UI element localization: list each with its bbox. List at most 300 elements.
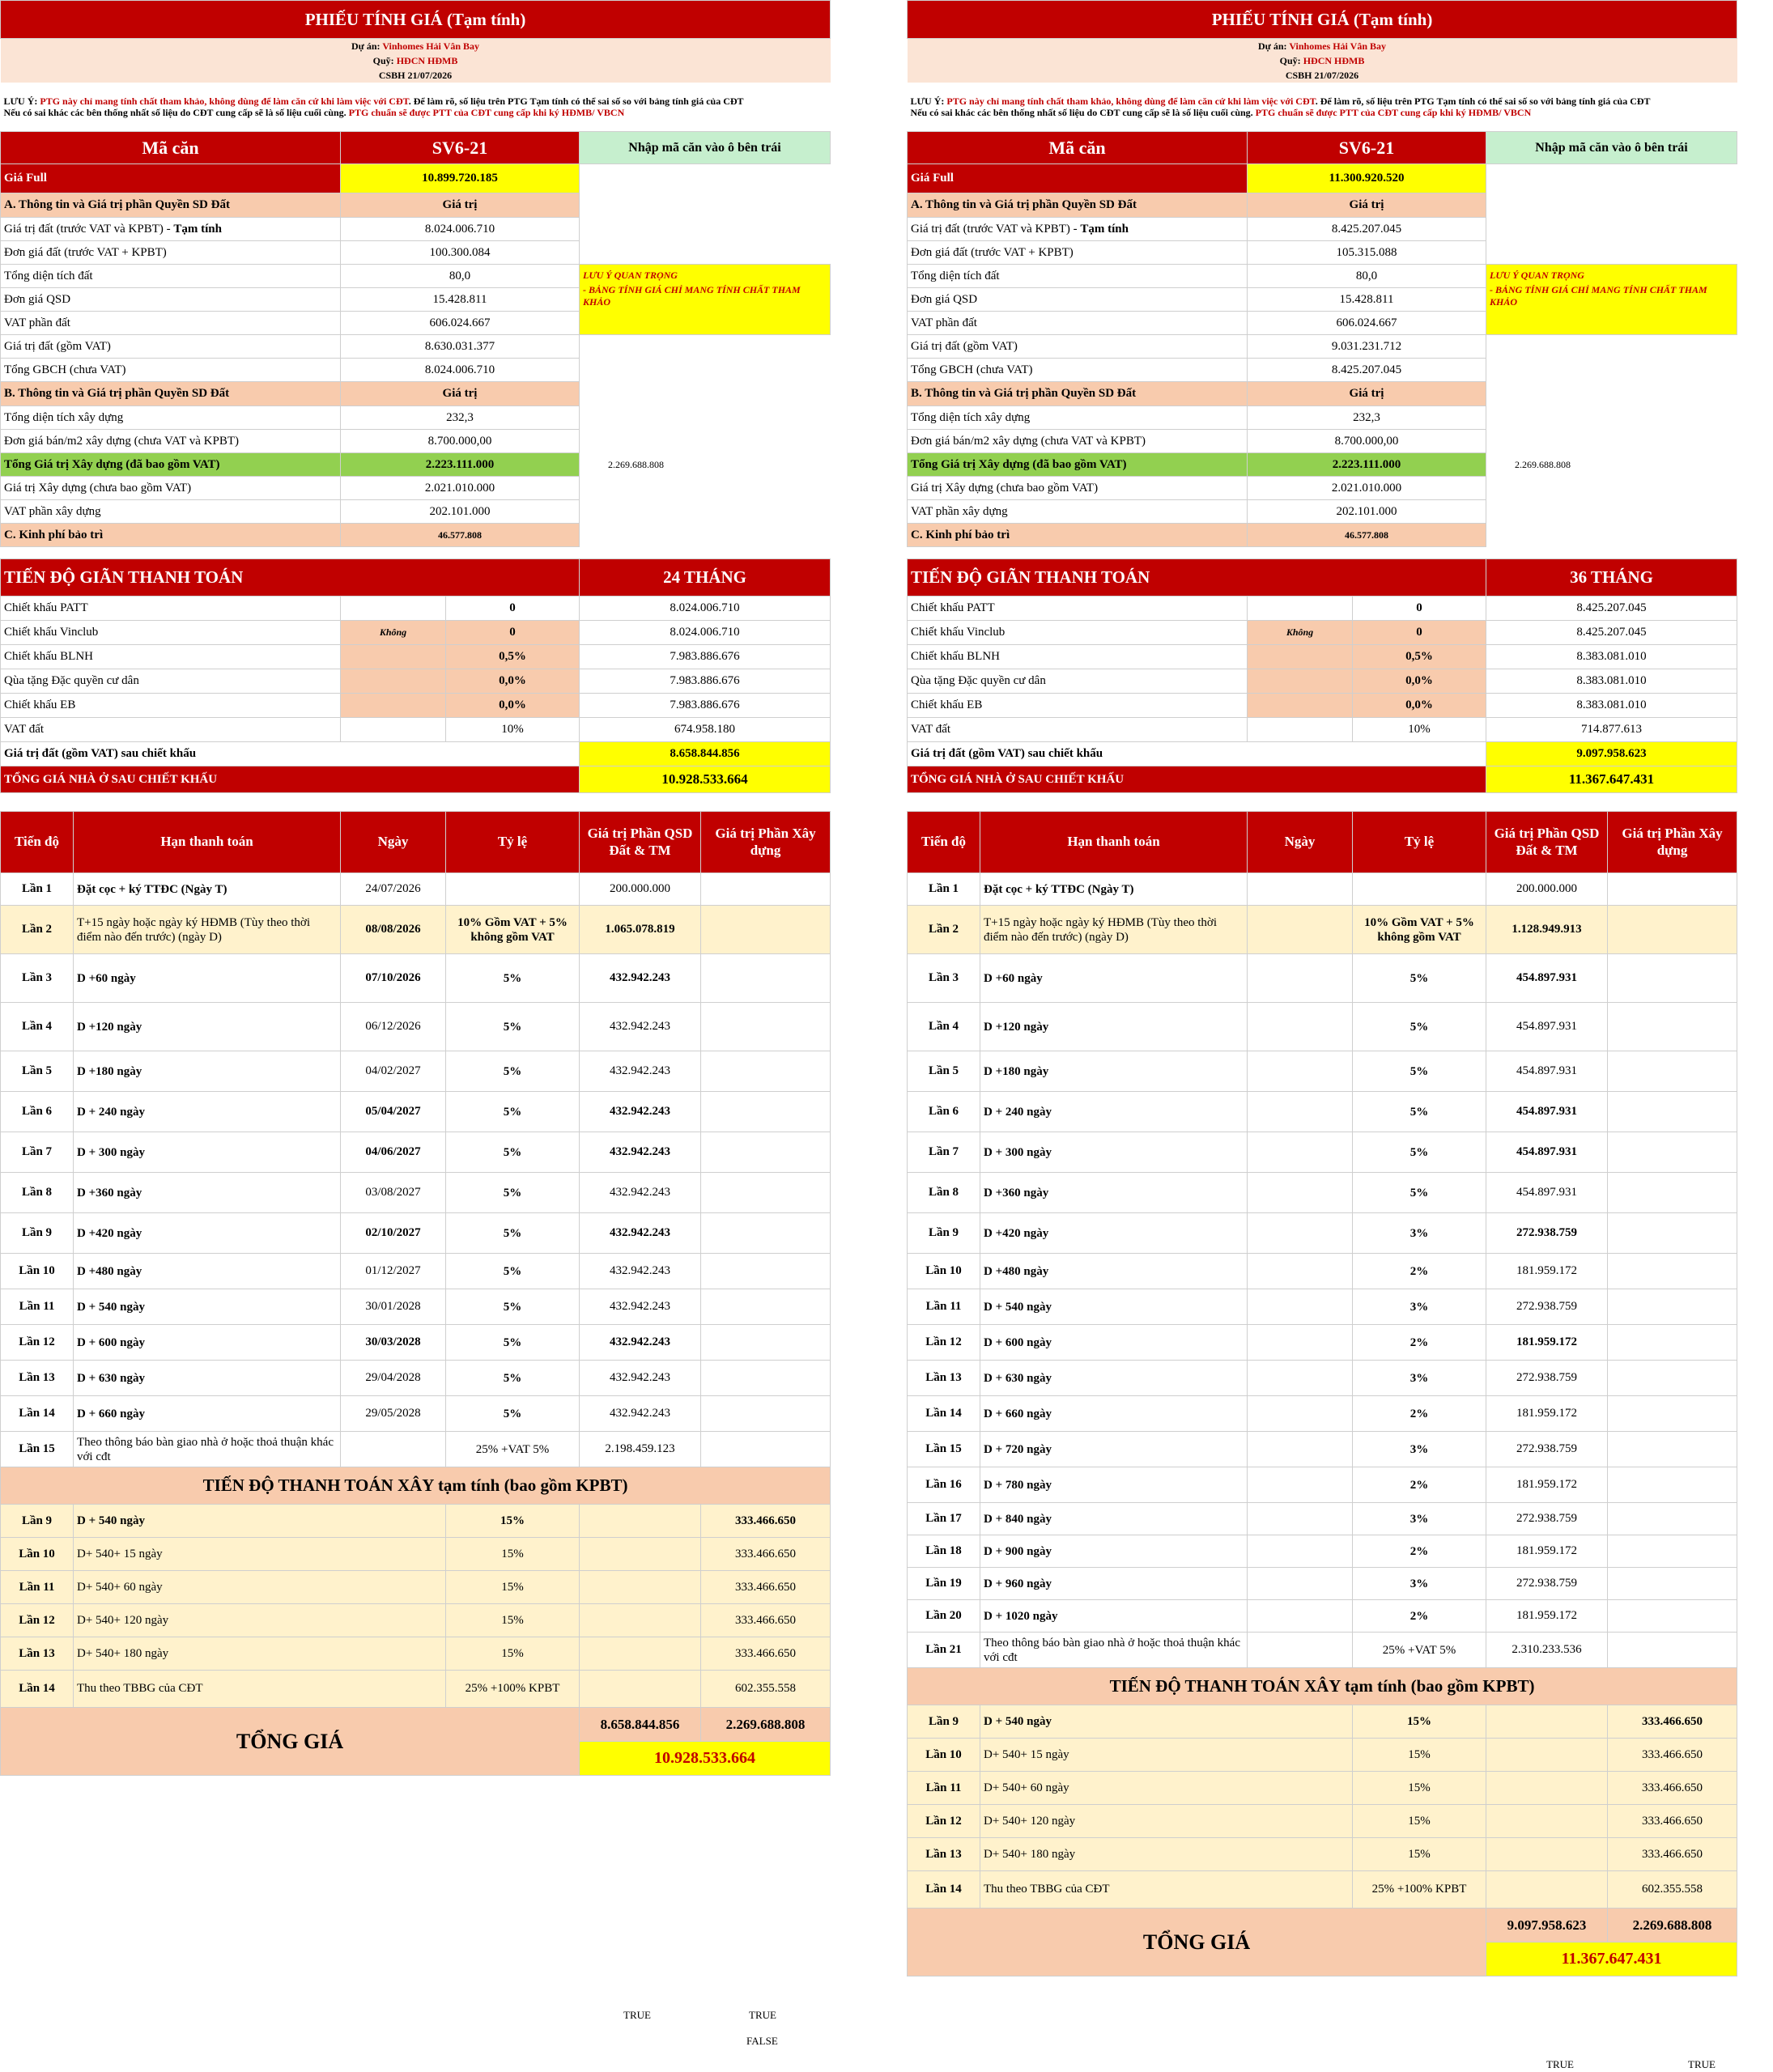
build-installment-term: D+ 540+ 180 ngày xyxy=(74,1637,446,1671)
installment-term: D + 780 ngày xyxy=(980,1467,1248,1503)
installment-build-value xyxy=(701,1173,831,1213)
installment-rate: 25% +VAT 5% xyxy=(1353,1633,1486,1668)
build-total-side-value: 2.269.688.808 xyxy=(1515,458,1571,470)
build-info-value: 232,3 xyxy=(341,406,580,430)
build-installment-value: 333.466.650 xyxy=(1608,1805,1737,1838)
installment-number: Lần 14 xyxy=(1,1396,74,1432)
price-sheet-table xyxy=(0,0,831,1776)
build-installment-value: 333.466.650 xyxy=(1608,1772,1737,1805)
total-after-discount-value: 11.367.647.431 xyxy=(1486,766,1737,793)
installment-number: Lần 2 xyxy=(1,906,74,954)
installment-land-value: 454.897.931 xyxy=(1486,1132,1608,1173)
installment-number: Lần 3 xyxy=(1,954,74,1003)
build-info-label: Tổng Giá trị Xây dựng (đã bao gồm VAT) xyxy=(908,453,1248,477)
installment-number: Lần 17 xyxy=(908,1503,980,1535)
unit-code-input[interactable]: SV6-21 xyxy=(1248,132,1486,164)
schedule-row xyxy=(908,1467,1737,1503)
installment-build-value xyxy=(701,1213,831,1254)
installment-term: D +180 ngày xyxy=(980,1051,1248,1092)
installment-number: Lần 19 xyxy=(908,1568,980,1600)
installment-land-value: 454.897.931 xyxy=(1486,1092,1608,1132)
schedule-header: Giá trị Phần QSD Đất & TM xyxy=(580,812,701,873)
discount-option[interactable] xyxy=(1248,597,1353,621)
section-c-title: C. Kinh phí bảo trì xyxy=(908,524,1248,547)
build-installment-rate: 15% xyxy=(446,1571,580,1604)
installment-number: Lần 5 xyxy=(1,1051,74,1092)
total-after-discount-value: 10.928.533.664 xyxy=(580,766,831,793)
installment-date: 29/05/2028 xyxy=(341,1396,446,1432)
installment-term: T+15 ngày hoặc ngày ký HĐMB (Tùy theo thời điểm nào đến trước) (ngày D) xyxy=(74,906,341,954)
important-note: LƯU Ý QUAN TRỌNG - BẢNG TÍNH GIÁ CHỈ MANG TÍNH CHẤT THAM KHẢO xyxy=(1486,265,1737,335)
land-info-label: Giá trị đất (gồm VAT) xyxy=(1,335,341,359)
installment-rate: 5% xyxy=(446,1003,580,1051)
installment-term: Đặt cọc + ký TTĐC (Ngày T) xyxy=(74,873,341,906)
disclaimer-note: LƯU Ý: PTG này chỉ mang tính chất tham khảo, không dùng để làm căn cứ khi làm việc với CĐT. Để làm rõ, số liệu trên PTG Tạm tính có thể sai số so với bảng tính giá của CĐT Nếu có sai khác các bên thống nhất số liệu do CĐT cung cấp sẽ là số liệu cuối cùng. PTG chuẩn sẽ được PTT của CĐT cung cấp khi ký HĐMB/ VBCN xyxy=(910,95,1651,118)
grand-total-build: 2.269.688.808 xyxy=(701,1708,831,1742)
build-info-label: Giá trị Xây dựng (chưa bao gồm VAT) xyxy=(1,477,341,500)
installment-number: Lần 16 xyxy=(908,1467,980,1503)
land-info-value: 606.024.667 xyxy=(341,312,580,335)
discount-option[interactable] xyxy=(341,669,446,694)
build-installment-rate: 15% xyxy=(1353,1705,1486,1739)
land-info-label: Đơn giá đất (trước VAT + KPBT) xyxy=(908,241,1248,265)
schedule-header: Tiến độ xyxy=(908,812,980,873)
build-installment-value: 333.466.650 xyxy=(701,1571,831,1604)
build-info-label: Giá trị Xây dựng (chưa bao gồm VAT) xyxy=(908,477,1248,500)
installment-date: 30/01/2028 xyxy=(341,1289,446,1325)
discount-option[interactable] xyxy=(1248,718,1353,742)
build-installment-number: Lần 14 xyxy=(908,1871,980,1909)
build-info-label: Tổng diện tích xây dựng xyxy=(1,406,341,430)
installment-land-value: 432.942.243 xyxy=(580,1396,701,1432)
discount-option[interactable] xyxy=(1248,669,1353,694)
build-info-value: 2.223.111.000 xyxy=(341,453,580,477)
installment-date: 07/10/2026 xyxy=(341,954,446,1003)
land-info-value: 100.300.084 xyxy=(341,241,580,265)
installment-date: 05/04/2027 xyxy=(341,1092,446,1132)
installment-date xyxy=(341,1432,446,1467)
installment-number: Lần 15 xyxy=(1,1432,74,1467)
installment-number: Lần 20 xyxy=(908,1600,980,1633)
discount-option[interactable]: Không xyxy=(341,621,446,645)
build-schedule-row xyxy=(908,1838,1737,1871)
schedule-row xyxy=(1,1361,831,1396)
schedule-header: Giá trị Phần Xây dựng xyxy=(1608,812,1737,873)
policy-name: HĐCN HĐMB xyxy=(396,54,458,66)
section-a-value-header: Giá trị xyxy=(1248,193,1486,218)
build-schedule-row xyxy=(1,1604,831,1637)
discount-option[interactable] xyxy=(341,645,446,669)
installment-build-value xyxy=(1608,1325,1737,1361)
installment-date xyxy=(1248,873,1353,906)
land-info-value: 8.630.031.377 xyxy=(341,335,580,359)
installment-land-value: 454.897.931 xyxy=(1486,954,1608,1003)
build-info-value: 8.700.000,00 xyxy=(1248,430,1486,453)
build-installment-term: D+ 540+ 60 ngày xyxy=(74,1571,446,1604)
land-info-label: VAT phần đất xyxy=(1,312,341,335)
installment-land-value: 432.942.243 xyxy=(580,1132,701,1173)
total-after-discount-label: TỔNG GIÁ NHÀ Ở SAU CHIẾT KHẤU xyxy=(1,766,580,793)
policy-name: HĐCN HĐMB xyxy=(1303,54,1365,66)
installment-rate: 5% xyxy=(446,1051,580,1092)
build-progress-title: TIẾN ĐỘ THANH TOÁN XÂY tạm tính (bao gồm KPBT) xyxy=(1,1467,831,1505)
discount-label: VAT đất xyxy=(908,718,1248,742)
schedule-row xyxy=(908,1213,1737,1254)
schedule-row xyxy=(1,1173,831,1213)
build-info-label: VAT phần xây dựng xyxy=(908,500,1248,524)
schedule-row xyxy=(908,906,1737,954)
land-info-label: VAT phần đất xyxy=(908,312,1248,335)
discount-value: 674.958.180 xyxy=(580,718,831,742)
unit-code-label: Mã căn xyxy=(1,132,341,164)
discount-rate: 0,0% xyxy=(1353,694,1486,718)
installment-land-value: 181.959.172 xyxy=(1486,1535,1608,1568)
land-info-label: Tổng diện tích đất xyxy=(908,265,1248,288)
unit-code-label: Mã căn xyxy=(908,132,1248,164)
price-sheet-table xyxy=(907,0,1737,1976)
installment-term: D +360 ngày xyxy=(980,1173,1248,1213)
schedule-row xyxy=(908,1361,1737,1396)
schedule-row xyxy=(908,1325,1737,1361)
installment-term: D + 660 ngày xyxy=(74,1396,341,1432)
installment-build-value xyxy=(1608,1535,1737,1568)
discount-rate: 0 xyxy=(1353,621,1486,645)
discount-label: Chiết khấu Vinclub xyxy=(908,621,1248,645)
installment-rate: 5% xyxy=(446,1361,580,1396)
build-installment-value: 333.466.650 xyxy=(1608,1838,1737,1871)
installment-rate: 3% xyxy=(1353,1432,1486,1467)
schedule-header: Hạn thanh toán xyxy=(74,812,341,873)
installment-term: D + 630 ngày xyxy=(980,1361,1248,1396)
discount-label: Chiết khấu EB xyxy=(1,694,341,718)
installment-rate: 5% xyxy=(446,1092,580,1132)
installment-term: D +480 ngày xyxy=(74,1254,341,1289)
installment-land-value: 454.897.931 xyxy=(1486,1173,1608,1213)
build-installment-rate: 15% xyxy=(446,1538,580,1571)
installment-land-value: 432.942.243 xyxy=(580,1051,701,1092)
installment-land-value: 272.938.759 xyxy=(1486,1361,1608,1396)
build-installment-number: Lần 9 xyxy=(1,1505,74,1538)
installment-build-value xyxy=(701,954,831,1003)
build-installment-term: Thu theo TBBG của CĐT xyxy=(980,1871,1353,1909)
build-installment-number: Lần 10 xyxy=(1,1538,74,1571)
installment-number: Lần 2 xyxy=(908,906,980,954)
installment-rate: 25% +VAT 5% xyxy=(446,1432,580,1467)
land-after-discount-label: Giá trị đất (gồm VAT) sau chiết khấu xyxy=(1,742,580,766)
installment-term: D +360 ngày xyxy=(74,1173,341,1213)
installment-build-value xyxy=(1608,1633,1737,1668)
unit-code-input[interactable]: SV6-21 xyxy=(341,132,580,164)
installment-term: D + 240 ngày xyxy=(980,1092,1248,1132)
installment-date xyxy=(1248,1535,1353,1568)
discount-rate: 0,0% xyxy=(446,694,580,718)
schedule-row xyxy=(1,1254,831,1289)
discount-value: 8.383.081.010 xyxy=(1486,645,1737,669)
section-b-title: B. Thông tin và Giá trị phần Quyền SD Đất xyxy=(908,382,1248,406)
land-info-value: 80,0 xyxy=(1248,265,1486,288)
discount-option[interactable] xyxy=(341,597,446,621)
schedule-header: Ngày xyxy=(341,812,446,873)
installment-number: Lần 12 xyxy=(1,1325,74,1361)
installment-date: 30/03/2028 xyxy=(341,1325,446,1361)
installment-term: D + 630 ngày xyxy=(74,1361,341,1396)
important-note: LƯU Ý QUAN TRỌNG - BẢNG TÍNH GIÁ CHỈ MANG TÍNH CHẤT THAM KHẢO xyxy=(580,265,831,335)
build-installment-number: Lần 13 xyxy=(1,1637,74,1671)
installment-date xyxy=(1248,1254,1353,1289)
discount-option[interactable] xyxy=(1248,645,1353,669)
build-info-value: 202.101.000 xyxy=(1248,500,1486,524)
discount-value: 8.425.207.045 xyxy=(1486,621,1737,645)
build-installment-rate: 15% xyxy=(1353,1772,1486,1805)
schedule-row xyxy=(908,1173,1737,1213)
installment-rate: 10% Gồm VAT + 5% không gồm VAT xyxy=(1353,906,1486,954)
discount-option[interactable] xyxy=(1248,694,1353,718)
installment-date: 01/12/2027 xyxy=(341,1254,446,1289)
build-info-label: Tổng diện tích xây dựng xyxy=(908,406,1248,430)
build-schedule-row xyxy=(908,1705,1737,1739)
installment-land-value: 432.942.243 xyxy=(580,1254,701,1289)
installment-land-value: 200.000.000 xyxy=(580,873,701,906)
installment-rate: 5% xyxy=(446,1396,580,1432)
build-info-label: Đơn giá bán/m2 xây dựng (chưa VAT và KPBT) xyxy=(1,430,341,453)
discount-value: 8.425.207.045 xyxy=(1486,597,1737,621)
installment-date xyxy=(1248,1467,1353,1503)
land-after-discount-value: 8.658.844.856 xyxy=(580,742,831,766)
section-b-title: B. Thông tin và Giá trị phần Quyền SD Đất xyxy=(1,382,341,406)
installment-land-value: 181.959.172 xyxy=(1486,1325,1608,1361)
build-info-label: VAT phần xây dựng xyxy=(1,500,341,524)
installment-land-value: 272.938.759 xyxy=(1486,1503,1608,1535)
grand-total-label: TỔNG GIÁ xyxy=(908,1909,1486,1976)
build-info-value: 2.021.010.000 xyxy=(1248,477,1486,500)
installment-term: Theo thông báo bàn giao nhà ở hoặc thoả thuận khác với cđt xyxy=(74,1432,341,1467)
installment-land-value: 432.942.243 xyxy=(580,1361,701,1396)
land-info-label: Đơn giá QSD xyxy=(908,288,1248,312)
schedule-row xyxy=(1,1051,831,1092)
installment-term: Đặt cọc + ký TTĐC (Ngày T) xyxy=(980,873,1248,906)
installment-rate: 2% xyxy=(1353,1535,1486,1568)
installment-build-value xyxy=(701,1432,831,1467)
grand-total-build: 2.269.688.808 xyxy=(1608,1909,1737,1942)
grand-total-land: 9.097.958.623 xyxy=(1486,1909,1608,1942)
installment-number: Lần 6 xyxy=(1,1092,74,1132)
installment-build-value xyxy=(1608,954,1737,1003)
installment-land-value: 181.959.172 xyxy=(1486,1396,1608,1432)
installment-rate: 3% xyxy=(1353,1568,1486,1600)
installment-build-value xyxy=(701,1254,831,1289)
schedule-row xyxy=(908,1051,1737,1092)
land-info-label: Giá trị đất (trước VAT và KPBT) - Tạm tính xyxy=(1,218,341,241)
build-installment-term: Thu theo TBBG của CĐT xyxy=(74,1671,446,1708)
discount-label: Qùa tặng Đặc quyền cư dân xyxy=(1,669,341,694)
installment-term: D + 960 ngày xyxy=(980,1568,1248,1600)
build-installment-rate: 25% +100% KPBT xyxy=(1353,1871,1486,1909)
build-installment-rate: 15% xyxy=(446,1604,580,1637)
build-installment-number: Lần 12 xyxy=(1,1604,74,1637)
discount-option[interactable]: Không xyxy=(1248,621,1353,645)
installment-term: D + 660 ngày xyxy=(980,1396,1248,1432)
schedule-row xyxy=(1,1289,831,1325)
schedule-row xyxy=(908,1254,1737,1289)
installment-date: 29/04/2028 xyxy=(341,1361,446,1396)
maintenance-fee-value: 46.577.808 xyxy=(341,524,580,547)
schedule-row xyxy=(1,1432,831,1467)
installment-term: D + 720 ngày xyxy=(980,1432,1248,1467)
csbh-line: CSBH 21/07/2026 xyxy=(908,68,1737,83)
installment-build-value xyxy=(1608,1432,1737,1467)
installment-land-value: 2.310.233.536 xyxy=(1486,1633,1608,1668)
build-installment-number: Lần 11 xyxy=(1,1571,74,1604)
installment-date xyxy=(1248,1361,1353,1396)
installment-rate: 2% xyxy=(1353,1325,1486,1361)
discount-option[interactable] xyxy=(341,718,446,742)
build-schedule-row xyxy=(1,1671,831,1708)
installment-number: Lần 7 xyxy=(1,1132,74,1173)
installment-build-value xyxy=(1608,1173,1737,1213)
schedule-header: Giá trị Phần QSD Đất & TM xyxy=(1486,812,1608,873)
installment-rate: 5% xyxy=(1353,1092,1486,1132)
progress-months: 36 THÁNG xyxy=(1486,559,1737,597)
project-name: Vinhomes Hải Vân Bay xyxy=(382,40,480,52)
installment-land-value: 272.938.759 xyxy=(1486,1213,1608,1254)
project-line: Dự án: Vinhomes Hải Vân Bay xyxy=(908,39,1737,54)
installment-rate: 5% xyxy=(1353,1132,1486,1173)
build-info-value: 232,3 xyxy=(1248,406,1486,430)
installment-term: D +120 ngày xyxy=(980,1003,1248,1051)
schedule-row xyxy=(908,954,1737,1003)
installment-land-value: 181.959.172 xyxy=(1486,1254,1608,1289)
csbh-line: CSBH 21/07/2026 xyxy=(1,68,831,83)
schedule-row xyxy=(908,1535,1737,1568)
installment-rate: 5% xyxy=(1353,954,1486,1003)
discount-option[interactable] xyxy=(341,694,446,718)
installment-build-value xyxy=(701,1396,831,1432)
installment-date xyxy=(1248,1633,1353,1668)
installment-build-value xyxy=(1608,873,1737,906)
build-progress-title: TIẾN ĐỘ THANH TOÁN XÂY tạm tính (bao gồm KPBT) xyxy=(908,1668,1737,1705)
installment-land-value: 181.959.172 xyxy=(1486,1600,1608,1633)
installment-number: Lần 1 xyxy=(908,873,980,906)
discount-label: Chiết khấu BLNH xyxy=(1,645,341,669)
installment-rate: 5% xyxy=(446,954,580,1003)
schedule-row xyxy=(908,1396,1737,1432)
installment-term: D + 300 ngày xyxy=(980,1132,1248,1173)
build-schedule-row xyxy=(1,1505,831,1538)
build-installment-rate: 15% xyxy=(1353,1805,1486,1838)
discount-rate: 0 xyxy=(446,621,580,645)
installment-build-value xyxy=(1608,1467,1737,1503)
schedule-row xyxy=(908,1289,1737,1325)
installment-build-value xyxy=(701,1361,831,1396)
discount-label: Qùa tặng Đặc quyền cư dân xyxy=(908,669,1248,694)
discount-label: Chiết khấu PATT xyxy=(908,597,1248,621)
installment-build-value xyxy=(1608,1503,1737,1535)
build-installment-number: Lần 10 xyxy=(908,1739,980,1772)
build-installment-rate: 15% xyxy=(1353,1838,1486,1871)
installment-date xyxy=(1248,1432,1353,1467)
land-after-discount-value: 9.097.958.623 xyxy=(1486,742,1737,766)
schedule-row xyxy=(908,1503,1737,1535)
installment-date xyxy=(1248,1325,1353,1361)
build-schedule-row xyxy=(908,1772,1737,1805)
build-installment-value: 333.466.650 xyxy=(1608,1705,1737,1739)
land-info-value: 15.428.811 xyxy=(341,288,580,312)
installment-number: Lần 4 xyxy=(908,1003,980,1051)
discount-value: 7.983.886.676 xyxy=(580,669,831,694)
installment-number: Lần 9 xyxy=(908,1213,980,1254)
section-b-value-header: Giá trị xyxy=(1248,382,1486,406)
build-schedule-row xyxy=(908,1871,1737,1909)
installment-land-value: 1.065.078.819 xyxy=(580,906,701,954)
installment-rate: 5% xyxy=(446,1213,580,1254)
installment-term: D +60 ngày xyxy=(74,954,341,1003)
discount-rate: 0,0% xyxy=(1353,669,1486,694)
schedule-row xyxy=(908,1432,1737,1467)
installment-rate: 2% xyxy=(1353,1254,1486,1289)
installment-rate xyxy=(1353,873,1486,906)
discount-rate: 0,5% xyxy=(446,645,580,669)
price-sheet-24-months xyxy=(0,0,830,1776)
installment-date xyxy=(1248,1568,1353,1600)
installment-rate: 5% xyxy=(1353,1173,1486,1213)
schedule-header: Tỷ lệ xyxy=(1353,812,1486,873)
full-price-value: 10.899.720.185 xyxy=(341,164,580,193)
installment-build-value xyxy=(1608,1289,1737,1325)
installment-number: Lần 12 xyxy=(908,1325,980,1361)
installment-date xyxy=(1248,1396,1353,1432)
section-a-title: A. Thông tin và Giá trị phần Quyền SD Đất xyxy=(908,193,1248,218)
installment-date: 02/10/2027 xyxy=(341,1213,446,1254)
build-info-label: Tổng Giá trị Xây dựng (đã bao gồm VAT) xyxy=(1,453,341,477)
land-info-value: 80,0 xyxy=(341,265,580,288)
installment-date: 03/08/2027 xyxy=(341,1173,446,1213)
installment-number: Lần 14 xyxy=(908,1396,980,1432)
build-installment-value: 333.466.650 xyxy=(701,1538,831,1571)
installment-term: D + 240 ngày xyxy=(74,1092,341,1132)
installment-land-value: 454.897.931 xyxy=(1486,1003,1608,1051)
schedule-row xyxy=(1,1003,831,1051)
schedule-row xyxy=(908,1568,1737,1600)
installment-land-value: 432.942.243 xyxy=(580,954,701,1003)
sheet-title: PHIẾU TÍNH GIÁ (Tạm tính) xyxy=(908,1,1737,39)
installment-term: D +480 ngày xyxy=(980,1254,1248,1289)
schedule-row xyxy=(1,1213,831,1254)
installment-number: Lần 13 xyxy=(1,1361,74,1396)
flag-value: TRUE xyxy=(1688,2058,1716,2070)
grand-total-label: TỔNG GIÁ xyxy=(1,1708,580,1776)
build-installment-value: 333.466.650 xyxy=(701,1604,831,1637)
discount-rate: 0 xyxy=(1353,597,1486,621)
installment-term: D + 840 ngày xyxy=(980,1503,1248,1535)
land-info-value: 15.428.811 xyxy=(1248,288,1486,312)
land-info-label: Tổng diện tích đất xyxy=(1,265,341,288)
discount-rate: 0 xyxy=(446,597,580,621)
build-schedule-row xyxy=(1,1637,831,1671)
installment-number: Lần 5 xyxy=(908,1051,980,1092)
build-installment-term: D+ 540+ 180 ngày xyxy=(980,1838,1353,1871)
installment-term: D + 600 ngày xyxy=(74,1325,341,1361)
build-installment-rate: 15% xyxy=(446,1505,580,1538)
installment-build-value xyxy=(1608,1568,1737,1600)
installment-term: D +120 ngày xyxy=(74,1003,341,1051)
installment-date xyxy=(1248,1132,1353,1173)
build-installment-term: D + 540 ngày xyxy=(980,1705,1353,1739)
installment-term: Theo thông báo bàn giao nhà ở hoặc thoả thuận khác với cđt xyxy=(980,1633,1248,1668)
full-price-label: Giá Full xyxy=(1,164,341,193)
installment-rate: 10% Gồm VAT + 5% không gồm VAT xyxy=(446,906,580,954)
land-info-value: 8.425.207.045 xyxy=(1248,218,1486,241)
installment-term: D + 300 ngày xyxy=(74,1132,341,1173)
